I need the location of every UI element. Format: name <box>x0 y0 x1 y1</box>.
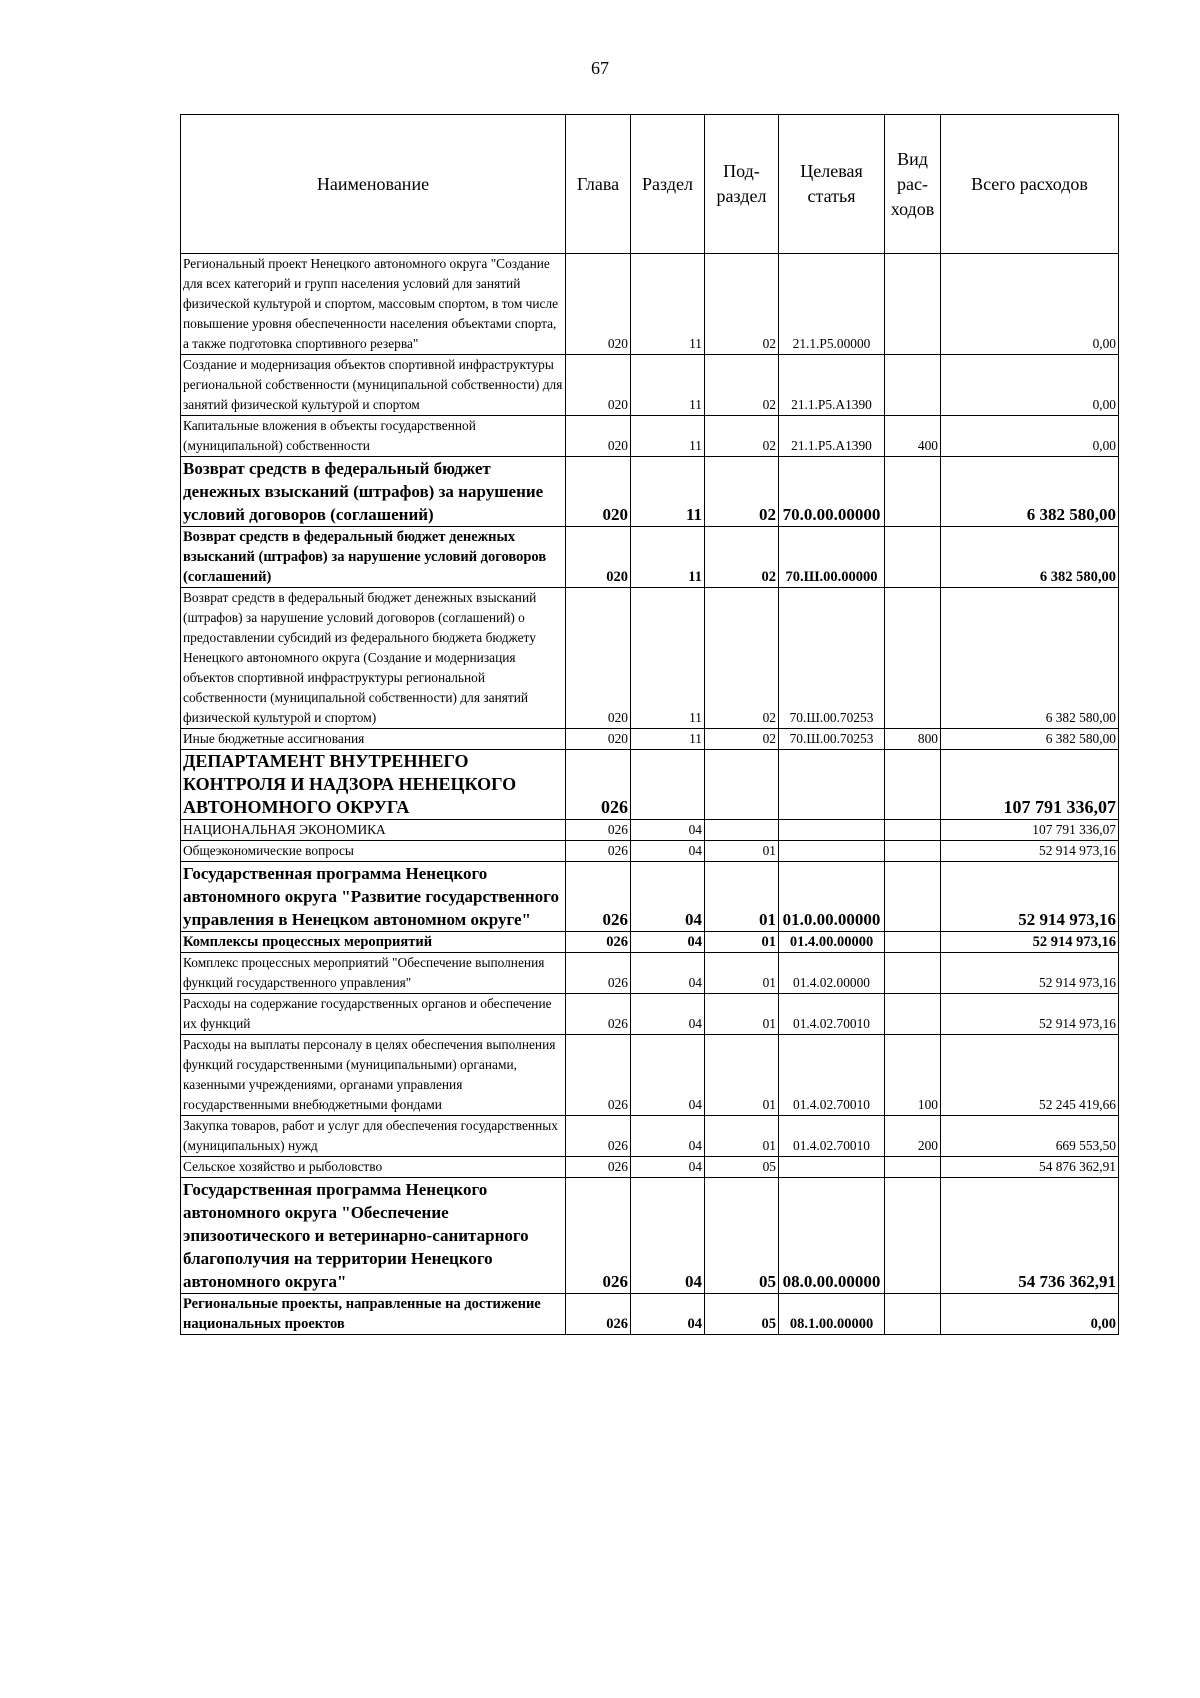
cell-vid <box>885 862 941 932</box>
cell-razdel <box>631 750 705 820</box>
cell-glava: 026 <box>566 1035 631 1116</box>
cell-vsego: 54 736 362,91 <box>941 1178 1119 1294</box>
table-row <box>181 254 1119 355</box>
cell-podrazdel: 02 <box>705 729 779 750</box>
table-row <box>181 729 1119 750</box>
cell-glava: 026 <box>566 841 631 862</box>
cell-vid <box>885 994 941 1035</box>
cell-name: Региональные проекты, направленные на достижение национальных проектов <box>181 1294 566 1335</box>
cell-glava: 026 <box>566 820 631 841</box>
table-row <box>181 457 1119 527</box>
header-celevaya: Целевая статья <box>779 115 885 254</box>
table-header-row <box>181 115 1119 254</box>
cell-celevaya: 70.0.00.00000 <box>779 457 885 527</box>
table-row <box>181 862 1119 932</box>
cell-podrazdel: 01 <box>705 932 779 953</box>
cell-celevaya: 08.0.00.00000 <box>779 1178 885 1294</box>
cell-razdel: 04 <box>631 953 705 994</box>
cell-razdel: 11 <box>631 527 705 588</box>
cell-celevaya: 01.4.00.00000 <box>779 932 885 953</box>
cell-podrazdel: 01 <box>705 953 779 994</box>
table-row <box>181 527 1119 588</box>
cell-celevaya: 70.Ш.00.00000 <box>779 527 885 588</box>
cell-vid: 400 <box>885 416 941 457</box>
cell-name: Расходы на содержание государственных органов и обеспечение их функций <box>181 994 566 1035</box>
cell-name: Государственная программа Ненецкого автономного округа "Развитие государственного управления в Ненецком автономном округе" <box>181 862 566 932</box>
table-row <box>181 1035 1119 1116</box>
header-vsego: Всего расходов <box>941 115 1119 254</box>
cell-name: Закупка товаров, работ и услуг для обеспечения государственных (муниципальных) нужд <box>181 1116 566 1157</box>
cell-vsego: 0,00 <box>941 355 1119 416</box>
cell-vsego: 0,00 <box>941 416 1119 457</box>
header-vid: Вид рас- ходов <box>885 115 941 254</box>
cell-glava: 020 <box>566 355 631 416</box>
cell-razdel: 11 <box>631 457 705 527</box>
cell-vsego: 52 914 973,16 <box>941 953 1119 994</box>
cell-name: НАЦИОНАЛЬНАЯ ЭКОНОМИКА <box>181 820 566 841</box>
table-row <box>181 1157 1119 1178</box>
cell-glava: 026 <box>566 953 631 994</box>
cell-vsego: 52 245 419,66 <box>941 1035 1119 1116</box>
cell-celevaya: 01.4.02.70010 <box>779 1116 885 1157</box>
cell-vid <box>885 1157 941 1178</box>
cell-name: Комплекс процессных мероприятий "Обеспечение выполнения функций государственного управления" <box>181 953 566 994</box>
cell-podrazdel: 02 <box>705 457 779 527</box>
cell-podrazdel: 02 <box>705 588 779 729</box>
cell-glava: 020 <box>566 254 631 355</box>
cell-celevaya: 21.1.P5.A1390 <box>779 416 885 457</box>
cell-vid <box>885 1294 941 1335</box>
cell-name: Создание и модернизация объектов спортивной инфраструктуры региональной собственности (муниципальной собственности) для занятий физической культурой и спортом <box>181 355 566 416</box>
cell-vid <box>885 457 941 527</box>
table-row <box>181 355 1119 416</box>
cell-glava: 026 <box>566 750 631 820</box>
cell-razdel: 04 <box>631 932 705 953</box>
cell-podrazdel: 01 <box>705 994 779 1035</box>
cell-glava: 026 <box>566 994 631 1035</box>
cell-podrazdel: 01 <box>705 1116 779 1157</box>
cell-vid <box>885 953 941 994</box>
cell-vid <box>885 1178 941 1294</box>
cell-podrazdel: 02 <box>705 254 779 355</box>
header-glava: Глава <box>566 115 631 254</box>
cell-vsego: 107 791 336,07 <box>941 820 1119 841</box>
cell-podrazdel: 01 <box>705 841 779 862</box>
cell-podrazdel: 01 <box>705 862 779 932</box>
cell-vid: 200 <box>885 1116 941 1157</box>
cell-razdel: 04 <box>631 820 705 841</box>
cell-name: Сельское хозяйство и рыболовство <box>181 1157 566 1178</box>
cell-vsego: 52 914 973,16 <box>941 994 1119 1035</box>
cell-podrazdel: 05 <box>705 1157 779 1178</box>
cell-name: Возврат средств в федеральный бюджет денежных взысканий (штрафов) за нарушение условий договоров (соглашений) <box>181 457 566 527</box>
cell-vid <box>885 355 941 416</box>
cell-razdel: 11 <box>631 416 705 457</box>
cell-glava: 026 <box>566 862 631 932</box>
cell-glava: 026 <box>566 1116 631 1157</box>
cell-vsego: 52 914 973,16 <box>941 841 1119 862</box>
cell-vid <box>885 932 941 953</box>
cell-razdel: 11 <box>631 355 705 416</box>
table-row <box>181 750 1119 820</box>
cell-glava: 020 <box>566 527 631 588</box>
cell-celevaya: 70.Ш.00.70253 <box>779 729 885 750</box>
cell-razdel: 04 <box>631 862 705 932</box>
cell-podrazdel <box>705 820 779 841</box>
cell-name: Государственная программа Ненецкого автономного округа "Обеспечение эпизоотического и ветеринарно-санитарного благополучия на территории Ненецкого автономного округа" <box>181 1178 566 1294</box>
cell-podrazdel: 05 <box>705 1294 779 1335</box>
cell-celevaya <box>779 820 885 841</box>
cell-vid <box>885 588 941 729</box>
cell-celevaya: 01.4.02.70010 <box>779 994 885 1035</box>
cell-vid <box>885 841 941 862</box>
cell-name: Общеэкономические вопросы <box>181 841 566 862</box>
cell-vsego: 52 914 973,16 <box>941 932 1119 953</box>
cell-glava: 020 <box>566 416 631 457</box>
cell-glava: 020 <box>566 457 631 527</box>
cell-vid <box>885 254 941 355</box>
cell-podrazdel: 02 <box>705 355 779 416</box>
cell-razdel: 04 <box>631 1035 705 1116</box>
cell-celevaya: 01.4.02.70010 <box>779 1035 885 1116</box>
cell-glava: 020 <box>566 588 631 729</box>
cell-name: Возврат средств в федеральный бюджет денежных взысканий (штрафов) за нарушение условий договоров (соглашений) <box>181 527 566 588</box>
cell-razdel: 04 <box>631 1178 705 1294</box>
cell-vsego: 0,00 <box>941 254 1119 355</box>
cell-razdel: 04 <box>631 841 705 862</box>
table-body <box>181 254 1119 1335</box>
table-row <box>181 953 1119 994</box>
header-name: Наименование <box>181 115 566 254</box>
cell-razdel: 11 <box>631 729 705 750</box>
cell-razdel: 04 <box>631 1294 705 1335</box>
cell-vid <box>885 750 941 820</box>
table-row <box>181 820 1119 841</box>
cell-podrazdel <box>705 750 779 820</box>
table-row <box>181 416 1119 457</box>
cell-vsego: 107 791 336,07 <box>941 750 1119 820</box>
cell-celevaya: 01.4.02.00000 <box>779 953 885 994</box>
cell-vid <box>885 820 941 841</box>
cell-name: Капитальные вложения в объекты государственной (муниципальной) собственности <box>181 416 566 457</box>
header-podrazdel: Под- раздел <box>705 115 779 254</box>
cell-razdel: 11 <box>631 588 705 729</box>
cell-celevaya: 70.Ш.00.70253 <box>779 588 885 729</box>
cell-vsego: 54 876 362,91 <box>941 1157 1119 1178</box>
cell-celevaya <box>779 1157 885 1178</box>
cell-vsego: 6 382 580,00 <box>941 527 1119 588</box>
cell-glava: 026 <box>566 932 631 953</box>
cell-glava: 020 <box>566 729 631 750</box>
cell-celevaya: 01.0.00.00000 <box>779 862 885 932</box>
cell-vid <box>885 527 941 588</box>
cell-podrazdel: 01 <box>705 1035 779 1116</box>
cell-celevaya: 08.1.00.00000 <box>779 1294 885 1335</box>
cell-vsego: 0,00 <box>941 1294 1119 1335</box>
cell-vsego: 6 382 580,00 <box>941 729 1119 750</box>
cell-razdel: 04 <box>631 1157 705 1178</box>
cell-razdel: 11 <box>631 254 705 355</box>
cell-razdel: 04 <box>631 1116 705 1157</box>
cell-name: Иные бюджетные ассигнования <box>181 729 566 750</box>
header-razdel: Раздел <box>631 115 705 254</box>
cell-name: Региональный проект Ненецкого автономного округа "Создание для всех категорий и групп населения условий для занятий физической культурой и спортом, массовым спортом, в том числе повышение уровня обеспеченности населения объектами спорта, а также подготовка спортивного резерва" <box>181 254 566 355</box>
cell-glava: 026 <box>566 1294 631 1335</box>
table-row <box>181 588 1119 729</box>
cell-name: Комплексы процессных мероприятий <box>181 932 566 953</box>
cell-vsego: 52 914 973,16 <box>941 862 1119 932</box>
table-row <box>181 1294 1119 1335</box>
table-row <box>181 841 1119 862</box>
table-row <box>181 932 1119 953</box>
cell-podrazdel: 02 <box>705 416 779 457</box>
cell-name: Расходы на выплаты персоналу в целях обеспечения выполнения функций государственными (муниципальными) органами, казенными учреждениями, органами управления государственными внебюджетными фондами <box>181 1035 566 1116</box>
cell-celevaya <box>779 841 885 862</box>
table-row <box>181 1116 1119 1157</box>
page-number: 67 <box>591 58 609 78</box>
cell-name: Возврат средств в федеральный бюджет денежных взысканий (штрафов) за нарушение условий договоров (соглашений) о предоставлении субсидий из федерального бюджета бюджету Ненецкого автономного округа (Создание и модернизация объектов спортивной инфраструктуры региональной собственности (муниципальной собственности) для занятий физической культурой и спортом) <box>181 588 566 729</box>
cell-vsego: 669 553,50 <box>941 1116 1119 1157</box>
cell-razdel: 04 <box>631 994 705 1035</box>
cell-celevaya: 21.1.P5.00000 <box>779 254 885 355</box>
table-row <box>181 1178 1119 1294</box>
cell-name: ДЕПАРТАМЕНТ ВНУТРЕННЕГО КОНТРОЛЯ И НАДЗОРА НЕНЕЦКОГО АВТОНОМНОГО ОКРУГА <box>181 750 566 820</box>
cell-vsego: 6 382 580,00 <box>941 588 1119 729</box>
cell-podrazdel: 05 <box>705 1178 779 1294</box>
cell-glava: 026 <box>566 1157 631 1178</box>
cell-podrazdel: 02 <box>705 527 779 588</box>
cell-celevaya: 21.1.P5.A1390 <box>779 355 885 416</box>
cell-vsego: 6 382 580,00 <box>941 457 1119 527</box>
cell-celevaya <box>779 750 885 820</box>
budget-table <box>180 114 1119 1335</box>
cell-vid: 800 <box>885 729 941 750</box>
cell-glava: 026 <box>566 1178 631 1294</box>
table-row <box>181 994 1119 1035</box>
cell-vid: 100 <box>885 1035 941 1116</box>
